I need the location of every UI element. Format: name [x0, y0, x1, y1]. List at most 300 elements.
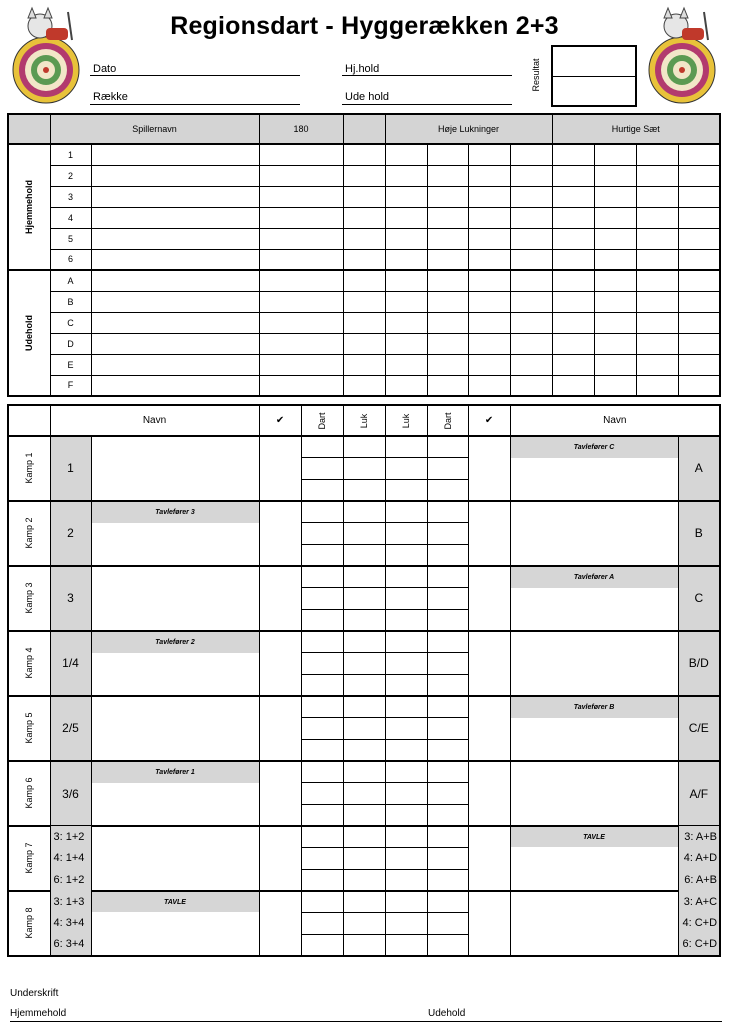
luk-left-cell[interactable] [343, 934, 385, 956]
hoeje-lukning-cell[interactable] [427, 270, 468, 291]
dart-right-cell[interactable] [427, 718, 468, 740]
luk-right-cell[interactable] [385, 523, 427, 545]
dart-right-cell[interactable] [427, 479, 468, 501]
luk-right-cell[interactable] [385, 631, 427, 653]
c180-cell[interactable] [259, 144, 343, 165]
luk-left-cell[interactable] [343, 696, 385, 718]
dart-left-cell[interactable] [301, 653, 343, 675]
away-name-cell[interactable] [510, 847, 678, 890]
hurtige-saet-cell[interactable] [678, 291, 720, 312]
hoeje-lukning-cell[interactable] [427, 312, 468, 333]
luk-left-cell[interactable] [343, 588, 385, 610]
hoeje-lukning-cell[interactable] [510, 144, 552, 165]
hoeje-lukning-cell[interactable] [468, 270, 510, 291]
luk-right-header [385, 405, 427, 436]
c180-cell[interactable] [259, 375, 343, 396]
dato-field[interactable] [90, 75, 300, 76]
luk-left-cell[interactable] [343, 847, 385, 869]
hurtige-saet-cell[interactable] [636, 312, 678, 333]
check-right-cell[interactable] [468, 501, 510, 566]
hurtige-saet-cell[interactable] [678, 186, 720, 207]
hoeje-lukning-cell[interactable] [427, 354, 468, 375]
luk-left-cell[interactable] [343, 826, 385, 848]
dart-left-cell[interactable] [301, 609, 343, 631]
hoeje-lukninger-header: Høje Lukninger [385, 114, 552, 144]
away-player-slot: B [678, 501, 720, 566]
check-left-cell[interactable] [259, 501, 301, 566]
check-left-cell[interactable] [259, 891, 301, 956]
dart-left-cell[interactable] [301, 891, 343, 913]
dart-left-cell[interactable] [301, 523, 343, 545]
away-name-cell[interactable] [510, 501, 678, 566]
hoeje-lukning-cell[interactable] [468, 312, 510, 333]
hurtige-saet-cell[interactable] [594, 270, 636, 291]
luk-right-cell[interactable] [385, 674, 427, 696]
hoeje-lukning-cell[interactable] [468, 375, 510, 396]
dart-left-cell[interactable] [301, 761, 343, 783]
dart-right-cell[interactable] [427, 653, 468, 675]
check-right-cell[interactable] [468, 631, 510, 696]
hoeje-lukning-cell[interactable] [427, 207, 468, 228]
home-doubles-slot: 3: 1+3 [50, 891, 91, 913]
dart-right-cell[interactable] [427, 544, 468, 566]
hurtige-saet-cell[interactable] [678, 270, 720, 291]
dart-right-cell[interactable] [427, 501, 468, 523]
dart-right-cell[interactable] [427, 631, 468, 653]
luk-left-cell[interactable] [343, 912, 385, 934]
check-left-cell[interactable] [259, 631, 301, 696]
check-left-cell[interactable] [259, 761, 301, 826]
tavle-right: TAVLE [510, 826, 678, 848]
dart-left-cell[interactable] [301, 718, 343, 740]
hurtige-saet-cell[interactable] [678, 354, 720, 375]
luk-left-cell[interactable] [343, 718, 385, 740]
blank-cell[interactable] [343, 270, 385, 291]
luk-right-cell[interactable] [385, 653, 427, 675]
luk-left-cell[interactable] [343, 566, 385, 588]
hoeje-lukning-cell[interactable] [510, 333, 552, 354]
luk-right-cell[interactable] [385, 501, 427, 523]
luk-right-cell[interactable] [385, 544, 427, 566]
dart-left-cell[interactable] [301, 826, 343, 848]
home-player-slot: 2 [50, 501, 91, 566]
hoeje-lukning-cell[interactable] [468, 144, 510, 165]
dart-left-cell[interactable] [301, 912, 343, 934]
dart-left-cell[interactable] [301, 804, 343, 826]
blank-cell[interactable] [343, 228, 385, 249]
away-name-cell[interactable] [510, 761, 678, 826]
blank-cell[interactable] [343, 165, 385, 186]
c180-cell[interactable] [259, 228, 343, 249]
away-doubles-slot: 3: A+C [678, 891, 720, 913]
away-name-cell[interactable] [510, 588, 678, 631]
dart-right-cell[interactable] [427, 739, 468, 761]
luk-right-cell[interactable] [385, 912, 427, 934]
hurtige-saet-cell[interactable] [594, 375, 636, 396]
corner-header [8, 114, 50, 144]
c180-cell[interactable] [259, 291, 343, 312]
away-name-cell[interactable] [510, 891, 678, 956]
hoeje-lukning-cell[interactable] [385, 249, 427, 270]
luk-left-cell[interactable] [343, 501, 385, 523]
hoeje-lukning-cell[interactable] [385, 165, 427, 186]
luk-right-cell[interactable] [385, 696, 427, 718]
hurtige-saet-cell[interactable] [552, 165, 594, 186]
hoeje-lukning-cell[interactable] [510, 312, 552, 333]
home-doubles-slot: 6: 1+2 [50, 869, 91, 891]
hurtige-saet-cell[interactable] [678, 375, 720, 396]
dartboard-mascot-logo-left [10, 4, 82, 104]
check-right-cell[interactable] [468, 891, 510, 956]
c180-cell[interactable] [259, 270, 343, 291]
check-right-cell[interactable] [468, 566, 510, 631]
dart-right-cell[interactable] [427, 847, 468, 869]
hurtige-saet-cell[interactable] [552, 354, 594, 375]
hoeje-lukning-cell[interactable] [385, 333, 427, 354]
hurtige-saet-cell[interactable] [636, 186, 678, 207]
hurtige-saet-cell[interactable] [594, 249, 636, 270]
luk-left-cell[interactable] [343, 523, 385, 545]
hoeje-lukning-cell[interactable] [427, 249, 468, 270]
hurtige-saet-cell[interactable] [552, 186, 594, 207]
resultat-label: Resultat [531, 58, 541, 92]
hurtige-saet-cell[interactable] [552, 270, 594, 291]
c180-cell[interactable] [259, 333, 343, 354]
luk-left-cell[interactable] [343, 544, 385, 566]
luk-right-cell[interactable] [385, 804, 427, 826]
hjhold-label: Hj.hold [345, 63, 380, 75]
player-name-cell[interactable] [91, 249, 259, 270]
c180-cell[interactable] [259, 312, 343, 333]
check-right-cell[interactable] [468, 696, 510, 761]
luk-left-cell[interactable] [343, 891, 385, 913]
c180-cell[interactable] [259, 354, 343, 375]
luk-right-cell[interactable] [385, 934, 427, 956]
hoeje-lukning-cell[interactable] [468, 186, 510, 207]
check-left-cell[interactable] [259, 696, 301, 761]
c180-cell[interactable] [259, 165, 343, 186]
hoeje-lukning-cell[interactable] [468, 333, 510, 354]
dart-left-cell[interactable] [301, 501, 343, 523]
hoeje-lukning-cell[interactable] [385, 312, 427, 333]
hurtige-saet-cell[interactable] [594, 144, 636, 165]
blank-cell[interactable] [343, 249, 385, 270]
hoeje-lukning-cell[interactable] [427, 291, 468, 312]
luk-left-cell[interactable] [343, 674, 385, 696]
luk-left-cell[interactable] [343, 631, 385, 653]
player-name-cell[interactable] [91, 291, 259, 312]
hurtige-saet-cell[interactable] [678, 207, 720, 228]
luk-left-cell[interactable] [343, 783, 385, 805]
dart-right-cell[interactable] [427, 761, 468, 783]
dart-right-cell[interactable] [427, 891, 468, 913]
dart-right-cell[interactable] [427, 523, 468, 545]
hoeje-lukning-cell[interactable] [510, 165, 552, 186]
check-right-cell[interactable] [468, 436, 510, 501]
hoeje-lukning-cell[interactable] [510, 270, 552, 291]
hurtige-saet-cell[interactable] [594, 207, 636, 228]
away-doubles-slot: 3: A+B [678, 826, 720, 848]
hjhold-field[interactable] [342, 75, 512, 76]
c180-cell[interactable] [259, 186, 343, 207]
player-name-cell[interactable] [91, 333, 259, 354]
dart-left-cell[interactable] [301, 696, 343, 718]
tavle-left: TAVLE [91, 891, 259, 913]
raekke-field[interactable] [90, 104, 300, 105]
check-right-cell[interactable] [468, 826, 510, 891]
hurtige-saet-cell[interactable] [636, 228, 678, 249]
dart-left-cell[interactable] [301, 674, 343, 696]
hurtige-saet-cell[interactable] [552, 333, 594, 354]
dart-left-cell[interactable] [301, 934, 343, 956]
luk-left-cell[interactable] [343, 761, 385, 783]
check-left-cell[interactable] [259, 566, 301, 631]
luk-right-cell[interactable] [385, 566, 427, 588]
away-doubles-slot: 4: A+D [678, 847, 720, 869]
hurtige-saet-cell[interactable] [594, 165, 636, 186]
hurtige-saet-cell[interactable] [552, 207, 594, 228]
kamp-label: Kamp 7 [24, 842, 35, 874]
resultat-box[interactable] [551, 45, 637, 107]
hurtige-saet-cell[interactable] [636, 270, 678, 291]
blank-cell[interactable] [343, 375, 385, 396]
luk-right-cell[interactable] [385, 458, 427, 480]
hoeje-lukning-cell[interactable] [510, 249, 552, 270]
dart-right-cell[interactable] [427, 588, 468, 610]
kamp-label-cell [8, 696, 50, 761]
hoeje-lukning-cell[interactable] [468, 207, 510, 228]
hurtige-saet-cell[interactable] [636, 207, 678, 228]
away-name-cell[interactable] [510, 458, 678, 501]
tavlefoerer-left: Tavlefører 1 [91, 761, 259, 783]
dart-left-cell[interactable] [301, 458, 343, 480]
tavlefoerer-left: Tavlefører 2 [91, 631, 259, 653]
hoeje-lukning-cell[interactable] [510, 375, 552, 396]
player-name-cell[interactable] [91, 165, 259, 186]
luk-right-cell[interactable] [385, 588, 427, 610]
blank-cell[interactable] [343, 312, 385, 333]
blank-cell[interactable] [343, 333, 385, 354]
hurtige-saet-cell[interactable] [552, 228, 594, 249]
kamp-label-cell [8, 761, 50, 826]
home-name-cell[interactable] [91, 826, 259, 891]
player-number: E [50, 354, 91, 375]
dart-right-cell[interactable] [427, 826, 468, 848]
kamp-label-cell [8, 826, 50, 891]
dart-left-cell[interactable] [301, 783, 343, 805]
blank-cell[interactable] [343, 291, 385, 312]
hurtige-saet-cell[interactable] [594, 333, 636, 354]
hoeje-lukning-cell[interactable] [427, 375, 468, 396]
hurtige-saet-cell[interactable] [678, 228, 720, 249]
dart-right-cell[interactable] [427, 696, 468, 718]
luk-left-cell[interactable] [343, 653, 385, 675]
hoeje-lukning-cell[interactable] [510, 354, 552, 375]
hoeje-lukning-cell[interactable] [427, 165, 468, 186]
udehold-label: Ude hold [345, 91, 390, 103]
away-name-cell[interactable] [510, 631, 678, 696]
hoeje-lukning-cell[interactable] [468, 354, 510, 375]
dart-left-cell[interactable] [301, 869, 343, 891]
c180-cell[interactable] [259, 249, 343, 270]
home-name-cell[interactable] [91, 566, 259, 631]
hoeje-lukning-cell[interactable] [468, 291, 510, 312]
luk-left-cell[interactable] [343, 869, 385, 891]
hoeje-lukning-cell[interactable] [385, 186, 427, 207]
check-left-cell[interactable] [259, 436, 301, 501]
home-name-cell[interactable] [91, 436, 259, 501]
hoeje-lukning-cell[interactable] [385, 207, 427, 228]
hurtige-saet-cell[interactable] [552, 291, 594, 312]
hoeje-lukning-cell[interactable] [510, 291, 552, 312]
hoeje-lukning-cell[interactable] [427, 144, 468, 165]
dart-right-cell[interactable] [427, 912, 468, 934]
luk-right-cell[interactable] [385, 479, 427, 501]
home-doubles-slot: 6: 3+4 [50, 934, 91, 956]
hoeje-lukning-cell[interactable] [385, 228, 427, 249]
hurtige-saet-cell[interactable] [552, 249, 594, 270]
hoeje-lukning-cell[interactable] [385, 144, 427, 165]
dart-right-cell[interactable] [427, 869, 468, 891]
player-name-cell[interactable] [91, 144, 259, 165]
hurtige-saet-cell[interactable] [636, 144, 678, 165]
kamp-label: Kamp 8 [24, 907, 35, 939]
hoeje-lukning-cell[interactable] [468, 228, 510, 249]
udehold-field[interactable] [342, 104, 512, 105]
blank-cell[interactable] [343, 354, 385, 375]
dart-left-cell[interactable] [301, 847, 343, 869]
luk-left-cell[interactable] [343, 458, 385, 480]
hurtige-saet-cell[interactable] [552, 312, 594, 333]
hjemmehold-side [8, 144, 50, 270]
hurtige-saet-cell[interactable] [552, 144, 594, 165]
home-name-cell[interactable] [91, 696, 259, 761]
luk-left-cell[interactable] [343, 739, 385, 761]
hoeje-lukning-cell[interactable] [385, 354, 427, 375]
hurtige-saet-cell[interactable] [594, 354, 636, 375]
hurtige-saet-cell[interactable] [678, 333, 720, 354]
dart-left-cell[interactable] [301, 739, 343, 761]
hoeje-lukning-cell[interactable] [385, 291, 427, 312]
hurtige-saet-cell[interactable] [552, 375, 594, 396]
hurtige-saet-cell[interactable] [678, 312, 720, 333]
luk-right-cell[interactable] [385, 847, 427, 869]
hoeje-lukning-cell[interactable] [468, 165, 510, 186]
dart-right-cell[interactable] [427, 804, 468, 826]
dart-right-cell[interactable] [427, 566, 468, 588]
hoeje-lukning-cell[interactable] [385, 270, 427, 291]
hurtige-saet-cell[interactable] [636, 333, 678, 354]
dato-label: Dato [93, 63, 117, 75]
player-name-cell[interactable] [91, 186, 259, 207]
hurtige-saet-cell[interactable] [594, 312, 636, 333]
hurtige-saet-cell[interactable] [636, 354, 678, 375]
player-name-cell[interactable] [91, 228, 259, 249]
hoeje-lukning-cell[interactable] [468, 249, 510, 270]
home-name-cell[interactable] [91, 783, 259, 826]
away-player-slot: A/F [678, 761, 720, 826]
dart-left-cell[interactable] [301, 544, 343, 566]
player-name-cell[interactable] [91, 270, 259, 291]
hurtige-saet-cell[interactable] [594, 291, 636, 312]
player-name-cell[interactable] [91, 312, 259, 333]
signature-line[interactable] [10, 1021, 722, 1022]
luk-left-cell[interactable] [343, 804, 385, 826]
home-name-cell[interactable] [91, 523, 259, 566]
luk-right-cell[interactable] [385, 436, 427, 458]
luk-right-cell[interactable] [385, 891, 427, 913]
check-left-cell[interactable] [259, 826, 301, 891]
luk-right-cell[interactable] [385, 609, 427, 631]
c180-cell[interactable] [259, 207, 343, 228]
dart-left-cell[interactable] [301, 566, 343, 588]
luk-left-cell[interactable] [343, 479, 385, 501]
check-right-cell[interactable] [468, 761, 510, 826]
dart-right-cell[interactable] [427, 934, 468, 956]
hoeje-lukning-cell[interactable] [427, 333, 468, 354]
luk-right-cell[interactable] [385, 739, 427, 761]
luk-right-cell[interactable] [385, 869, 427, 891]
home-name-cell[interactable] [91, 653, 259, 696]
dart-right-cell[interactable] [427, 458, 468, 480]
hoeje-lukning-cell[interactable] [510, 186, 552, 207]
blank-cell[interactable] [343, 186, 385, 207]
hoeje-lukning-cell[interactable] [510, 228, 552, 249]
blank-cell[interactable] [343, 207, 385, 228]
dart-right-cell[interactable] [427, 609, 468, 631]
player-number: A [50, 270, 91, 291]
hoeje-lukning-cell[interactable] [427, 228, 468, 249]
luk-right-cell[interactable] [385, 718, 427, 740]
dart-left-cell[interactable] [301, 631, 343, 653]
hurtige-saet-cell[interactable] [678, 144, 720, 165]
luk-left-cell[interactable] [343, 609, 385, 631]
dart-left-cell[interactable] [301, 588, 343, 610]
away-name-cell[interactable] [510, 718, 678, 761]
dart-left-cell[interactable] [301, 479, 343, 501]
hoeje-lukning-cell[interactable] [510, 207, 552, 228]
hurtige-saet-cell[interactable] [678, 165, 720, 186]
hoeje-lukning-cell[interactable] [427, 186, 468, 207]
player-name-cell[interactable] [91, 354, 259, 375]
hurtige-saet-cell[interactable] [594, 228, 636, 249]
hurtige-saet-cell[interactable] [678, 249, 720, 270]
home-name-cell[interactable] [91, 912, 259, 955]
home-player-slot: 3 [50, 566, 91, 631]
dart-right-cell[interactable] [427, 436, 468, 458]
kamp-label: Kamp 2 [24, 517, 35, 549]
hurtige-saet-cell[interactable] [636, 375, 678, 396]
luk-right-cell[interactable] [385, 826, 427, 848]
luk-left-cell[interactable] [343, 436, 385, 458]
dart-right-cell[interactable] [427, 783, 468, 805]
dart-right-cell[interactable] [427, 674, 468, 696]
hoeje-lukning-cell[interactable] [385, 375, 427, 396]
hurtige-saet-cell[interactable] [594, 186, 636, 207]
hurtige-saet-cell[interactable] [636, 291, 678, 312]
luk-right-cell[interactable] [385, 761, 427, 783]
player-name-cell[interactable] [91, 207, 259, 228]
hurtige-saet-cell[interactable] [636, 165, 678, 186]
blank-cell[interactable] [343, 144, 385, 165]
luk-left-label: Luk [359, 413, 370, 428]
luk-right-cell[interactable] [385, 783, 427, 805]
home-doubles-slot: 4: 3+4 [50, 912, 91, 934]
dart-left-cell[interactable] [301, 436, 343, 458]
dart-right-label: Dart [442, 411, 453, 430]
player-name-cell[interactable] [91, 375, 259, 396]
hurtige-saet-cell[interactable] [636, 249, 678, 270]
